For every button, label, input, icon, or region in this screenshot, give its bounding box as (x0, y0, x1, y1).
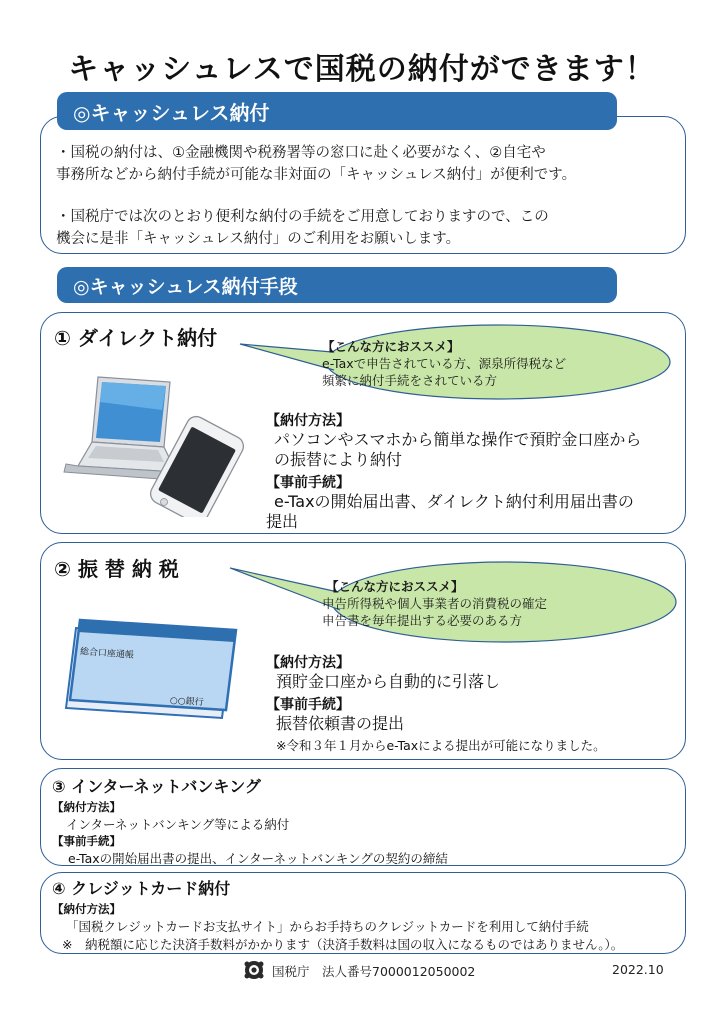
internet-prep-heading: 【事前手続】 (52, 834, 121, 848)
intro-p2-line2: 機会に是非「キャッシュレス納付」のご利用をお願いします。 (56, 231, 461, 247)
passbook-bank: ○○銀行 (169, 695, 204, 709)
direct-bubble-line2: 頻繁に納付手続をされている方 (322, 373, 498, 388)
transfer-bubble-line2: 申告書を毎年提出する必要のある方 (322, 613, 523, 628)
internet-banking-content (52, 774, 672, 867)
cashless-banner-label: ◎キャッシュレス納付 (73, 100, 270, 125)
intro-paragraph-2 (56, 206, 686, 250)
transfer-method-line1: 預貯金口座から自動的に引落し (276, 672, 501, 691)
page-title: キャッシュレスで国税の納付ができます！ (68, 52, 656, 87)
laptop-icon (64, 377, 176, 480)
transfer-prep-heading: 【事前手続】 (266, 697, 350, 713)
transfer-prep-line1: 振替依頼書の提出 (276, 714, 405, 733)
footer-agency: 国税庁 法人番号7000012050002 (272, 964, 476, 979)
credit-method-line1: 「国税クレジットカードお支払サイト」からお手持ちのクレジットカードを利用して納付手続 (66, 919, 589, 934)
direct-prep-line2: 提出 (266, 512, 299, 531)
cashless-banner (57, 92, 617, 130)
credit-card-content (52, 876, 677, 953)
direct-method-heading: 【納付方法】 (266, 413, 350, 429)
transfer-bubble-text (322, 578, 662, 629)
direct-prep-heading: 【事前手続】 (266, 475, 350, 491)
internet-method-heading: 【納付方法】 (52, 800, 121, 814)
direct-bubble-text (322, 338, 662, 389)
direct-payment-heading: ① ダイレクト納付 (54, 326, 218, 350)
intro-p1-line1: ・国税の納付は、①金融機関や税務署等の窓口に赴く必要がなく、②自宅や (56, 145, 546, 161)
passbook-illustration (64, 608, 244, 728)
direct-method-line2: の振替により納付 (274, 450, 403, 469)
laptop-smartphone-illustration (58, 372, 263, 517)
transfer-tax-heading: ② 振 替 納 税 (54, 557, 179, 581)
direct-bubble-line1: e-Taxで申告されている方、源泉所得税など (322, 356, 567, 371)
intro-paragraph-1 (56, 142, 686, 186)
credit-method-heading: 【納付方法】 (52, 902, 121, 916)
internet-method-line1: インターネットバンキング等による納付 (66, 817, 290, 832)
internet-prep-line1: e-Taxの開始届出書の提出、インターネットバンキングの契約の締結 (68, 851, 448, 866)
transfer-method-heading: 【納付方法】 (266, 655, 350, 671)
footer-date: 2022.10 (612, 962, 664, 977)
credit-card-heading: ④ クレジットカード納付 (52, 879, 231, 898)
direct-method-line1: パソコンやスマホから簡単な操作で預貯金口座から (274, 430, 642, 449)
intro-p2-line1: ・国税庁では次のとおり便利な納付の手続をご用意しておりますので、この (56, 209, 549, 225)
internet-banking-heading: ③ インターネットバンキング (52, 777, 261, 796)
payment-methods-banner-label: ◎キャッシュレス納付手段 (73, 275, 298, 298)
intro-p1-line2: 事務所などから納付手続が可能な非対面の「キャッシュレス納付」が便利です。 (56, 167, 577, 183)
payment-methods-banner (57, 267, 617, 303)
direct-bubble-title: 【こんな方におススメ】 (322, 339, 460, 354)
direct-details (266, 410, 676, 532)
transfer-bubble-title: 【こんな方におススメ】 (326, 579, 464, 594)
nta-logo-icon (243, 960, 265, 980)
direct-prep-line1: e-Taxの開始届出書、ダイレクト納付利用届出書の (274, 492, 634, 511)
transfer-details (266, 652, 681, 754)
transfer-note: ※令和３年１月からe-Taxによる提出が可能になりました。 (276, 738, 606, 753)
transfer-bubble-line1: 申告所得税や個人事業者の消費税の確定 (322, 596, 548, 611)
direct-bubble-tail (240, 344, 334, 370)
credit-note: ※ 納税額に応じた決済手数料がかかります（決済手数料は国の収入になるものではありません。）。 (62, 937, 624, 952)
passbook-label: 総合口座通帳 (79, 647, 135, 661)
